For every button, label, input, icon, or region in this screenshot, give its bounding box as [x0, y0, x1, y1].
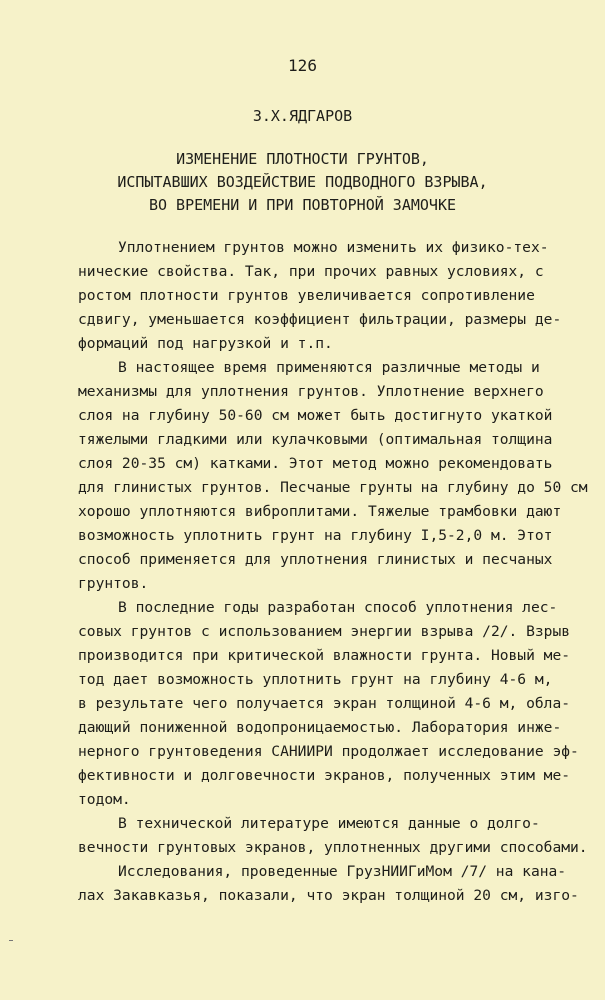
body-line: грунтов.: [78, 575, 149, 592]
body-line: Исследования, проведенные ГрузНИИГиМом /7/ на кана-: [118, 863, 567, 880]
body-line: тод дает возможность уплотнить грунт на глубину 4-6 м,: [78, 671, 553, 688]
body-line: слоя 20-35 см) катками. Этот метод можно рекомендовать: [78, 455, 553, 472]
body-line: тодом.: [78, 791, 131, 808]
body-line: в результате чего получается экран толщиной 4-6 м, обла-: [78, 695, 571, 712]
body-line: для глинистых грунтов. Песчаные грунты на глубину до 50 см: [78, 479, 588, 496]
body-line: совых грунтов с использованием энергии взрыва /2/. Взрыв: [78, 623, 571, 640]
body-line: В последние годы разработан способ уплотнения лес-: [118, 599, 558, 616]
body-line: лах Закавказья, показали, что экран толщиной 20 см, изго-: [78, 887, 579, 904]
body-line: дающий пониженной водопроницаемостью. Лаборатория инже-: [78, 719, 562, 736]
body-line: механизмы для уплотнения грунтов. Уплотнение верхнего: [78, 383, 544, 400]
body-line: формаций под нагрузкой и т.п.: [78, 335, 333, 352]
margin-mark: [9, 940, 13, 941]
title-line: ВО ВРЕМЕНИ И ПРИ ПОВТОРНОЙ ЗАМОЧКЕ: [148, 196, 457, 214]
page-number: 126: [288, 56, 317, 75]
body-line: фективности и долговечности экранов, полученных этим ме-: [78, 767, 571, 784]
body-line: способ применяется для уплотнения глинистых и песчаных: [78, 551, 553, 568]
body-line: нерного грунтоведения САНИИРИ продолжает исследование эф-: [78, 743, 579, 760]
body-line: тяжелыми гладкими или кулачковыми (оптимальная толщина: [78, 431, 553, 448]
body-line: ростом плотности грунтов увеличивается сопротивление: [78, 287, 535, 304]
title-line: ИСПЫТАВШИХ ВОЗДЕЙСТВИЕ ПОДВОДНОГО ВЗРЫВА,: [117, 173, 488, 191]
body-line: производится при критической влажности грунта. Новый ме-: [78, 647, 571, 664]
body-line: Уплотнением грунтов можно изменить их физико-тех-: [118, 239, 549, 256]
body-line: нические свойства. Так, при прочих равных условиях, с: [78, 263, 544, 280]
body-line: возможность уплотнить грунт на глубину I,5-2,0 м. Этот: [78, 527, 553, 544]
body-line: В технической литературе имеются данные о долго-: [118, 815, 540, 832]
article-title: [0, 148, 605, 217]
body-line: хорошо уплотняются виброплитами. Тяжелые трамбовки дают: [78, 503, 562, 520]
body-line: вечности грунтовых экранов, уплотненных другими способами.: [78, 839, 588, 856]
body-line: слоя на глубину 50-60 см может быть достигнуто укаткой: [78, 407, 553, 424]
body-line: сдвигу, уменьшается коэффициент фильтрации, размеры де-: [78, 311, 562, 328]
author-name: З.Х.ЯДГАРОВ: [252, 107, 353, 125]
body-line: В настоящее время применяются различные методы и: [118, 359, 540, 376]
title-line: ИЗМЕНЕНИЕ ПЛОТНОСТИ ГРУНТОВ,: [176, 150, 429, 168]
